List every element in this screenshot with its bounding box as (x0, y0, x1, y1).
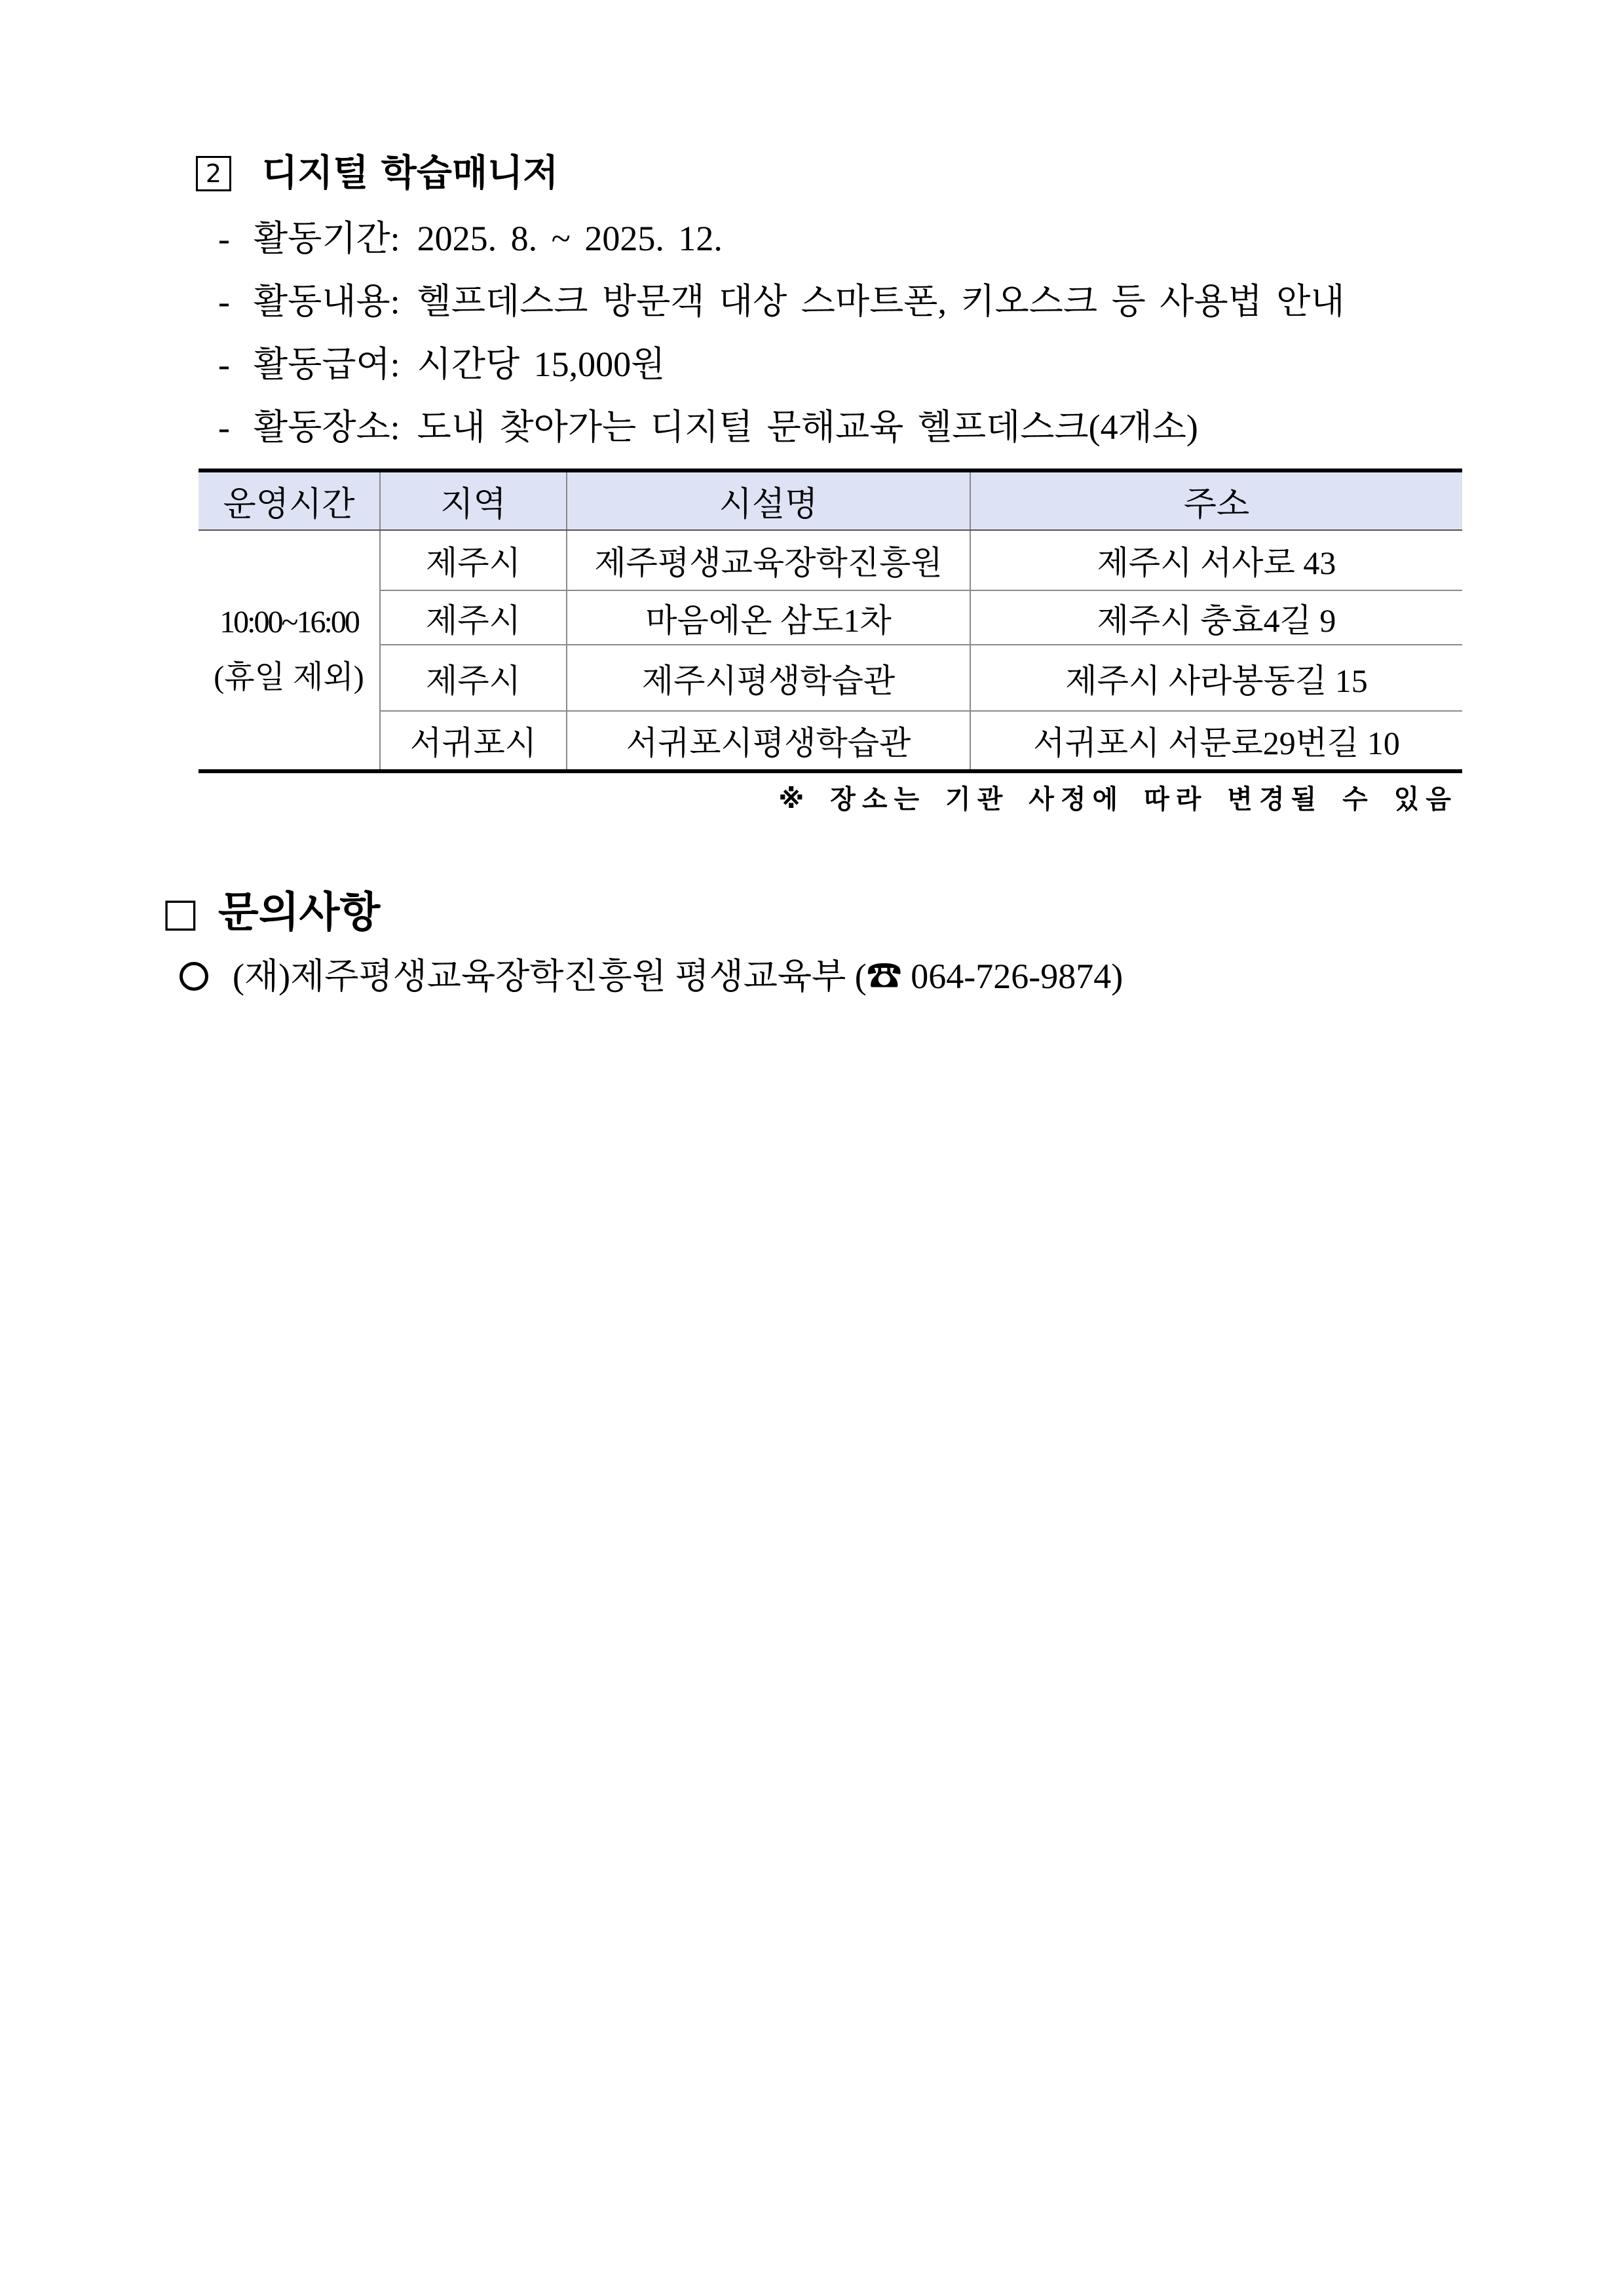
dash-bullet: - (218, 282, 230, 321)
address-cell: 제주시 사라봉동길 15 (970, 645, 1462, 711)
table-row (198, 590, 1462, 645)
facility-cell: 마음에온 삼도1차 (567, 590, 970, 645)
item-value: 시간당 15,000원 (417, 345, 666, 384)
table-body (198, 530, 1462, 771)
address-cell: 제주시 충효4길 9 (970, 590, 1462, 645)
region-cell: 제주시 (380, 645, 567, 711)
operating-hours-note: (휴일 제외) (214, 660, 364, 695)
table-row (198, 711, 1462, 771)
region-cell: 제주시 (380, 590, 567, 645)
item-value: 2025. 8. ~ 2025. 12. (417, 219, 723, 258)
activity-details-list (218, 207, 1345, 459)
column-header-facility: 시설명 (567, 470, 970, 530)
column-header-hours: 운영시간 (198, 470, 380, 530)
section-number-badge: 2 (196, 156, 231, 191)
item-label: 활동기간: (254, 219, 400, 258)
region-cell: 서귀포시 (380, 711, 567, 771)
inquiry-title: 문의사항 (218, 889, 381, 937)
dash-bullet: - (218, 219, 230, 258)
address-cell: 제주시 서사로 43 (970, 530, 1462, 590)
table-header (198, 470, 1462, 530)
dash-bullet: - (218, 408, 230, 447)
item-label: 활동내용: (254, 282, 400, 321)
operating-hours: 10:00~16:00 (219, 605, 358, 640)
venue-table (198, 469, 1462, 773)
item-label: 활동장소: (254, 408, 400, 447)
activity-period-item (218, 207, 1345, 270)
address-cell: 서귀포시 서문로29번길 10 (970, 711, 1462, 771)
hollow-circle-bullet-icon (179, 962, 208, 991)
activity-content-item (218, 270, 1345, 333)
activity-pay-item (218, 333, 1345, 396)
region-cell: 제주시 (380, 530, 567, 590)
table-header-row (198, 470, 1462, 530)
facility-cell: 제주평생교육장학진흥원 (567, 530, 970, 590)
section-title: 디지털 학습매니저 (262, 152, 559, 195)
section-heading (196, 147, 982, 200)
item-value: 도내 찾아가는 디지털 문해교육 헬프데스크(4개소) (417, 408, 1198, 447)
facility-cell: 서귀포시평생학습관 (567, 711, 970, 771)
column-header-address: 주소 (970, 470, 1462, 530)
activity-location-item (218, 396, 1345, 459)
dash-bullet: - (218, 345, 230, 384)
column-header-region: 지역 (380, 470, 567, 530)
operating-hours-cell (198, 530, 380, 771)
item-value: 헬프데스크 방문객 대상 스마트폰, 키오스크 등 사용법 안내 (417, 282, 1345, 321)
contact-text: (재)제주평생교육장학진흥원 평생교육부 (☎ 064-726-9874) (233, 957, 1124, 996)
inquiry-heading (162, 885, 686, 941)
table-row (198, 530, 1462, 590)
item-label: 활동급여: (254, 345, 400, 384)
table-note: ※ 장소는 기관 사정에 따라 변경될 수 있음 (778, 784, 1458, 814)
contact-line (179, 946, 1424, 1006)
square-marker: □ (162, 890, 199, 936)
table-row (198, 645, 1462, 711)
facility-cell: 제주시평생학습관 (567, 645, 970, 711)
